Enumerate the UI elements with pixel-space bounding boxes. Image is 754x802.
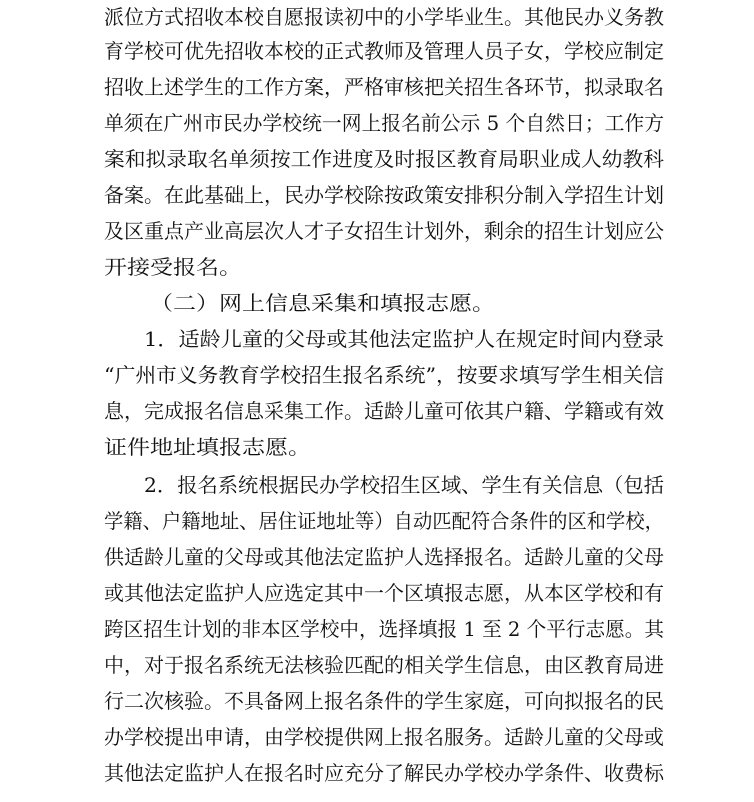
line-text: 供适龄儿童的父母或其他法定监护人选择报名。适龄儿童的父母: [104, 545, 664, 569]
line-text: 案和拟录取名单须按工作进度及时报区教育局职业成人幼教科: [104, 147, 664, 171]
line-text: 中，对于报名系统无法核验匹配的相关学生信息，由区教育局进: [104, 653, 664, 677]
line-text: 开接受报名。: [104, 255, 242, 279]
line-text: 学籍、户籍地址、居住证地址等）自动匹配符合条件的区和学校，: [104, 509, 664, 533]
line-text: “广州市义务教育学校招生报名系统”，按要求填写学生相关信: [104, 363, 665, 387]
line-text: 及区重点产业高层次人才子女招生计划外，剩余的招生计划应公: [104, 219, 664, 243]
line-text: 育学校可优先招收本校的正式教师及管理人员子女，学校应制定: [104, 39, 664, 63]
line-text: 备案。在此基础上，民办学校除按政策安排积分制入学招生计划: [104, 183, 664, 207]
line-text: 派位方式招收本校自愿报读初中的小学毕业生。其他民办义务教: [104, 5, 664, 29]
line-text: 其他法定监护人在报名时应充分了解民办学校办学条件、收费标: [104, 761, 664, 785]
line-text: 1．适龄儿童的父母或其他法定监护人在规定时间内登录: [144, 327, 664, 351]
line-text: 息，完成报名信息采集工作。适龄儿童可依其户籍、学籍或有效: [104, 399, 664, 423]
line-text: 单须在广州市民办学校统一网上报名前公示 5 个自然日；工作方: [104, 111, 665, 135]
line-text: 行二次核验。不具备网上报名条件的学生家庭，可向拟报名的民: [104, 689, 664, 713]
line-text: 跨区招生计划的非本区学校中，选择填报 1 至 2 个平行志愿。其: [104, 617, 664, 641]
line-text: 招收上述学生的工作方案，严格审核把关招生各环节，拟录取名: [104, 75, 664, 99]
line-text: （二）网上信息采集和填报志愿。: [150, 291, 495, 315]
line-text: 办学校提出申请，由学校提供网上报名服务。适龄儿童的父母或: [104, 725, 664, 749]
text-line: [104, 756, 754, 802]
line-text: 证件地址填报志愿。: [104, 435, 311, 459]
line-text: 或其他法定监护人应选定其中一个区填报志愿，从本区学校和有: [104, 581, 664, 605]
line-text: 2．报名系统根据民办学校招生区域、学生有关信息（包括: [144, 473, 665, 497]
